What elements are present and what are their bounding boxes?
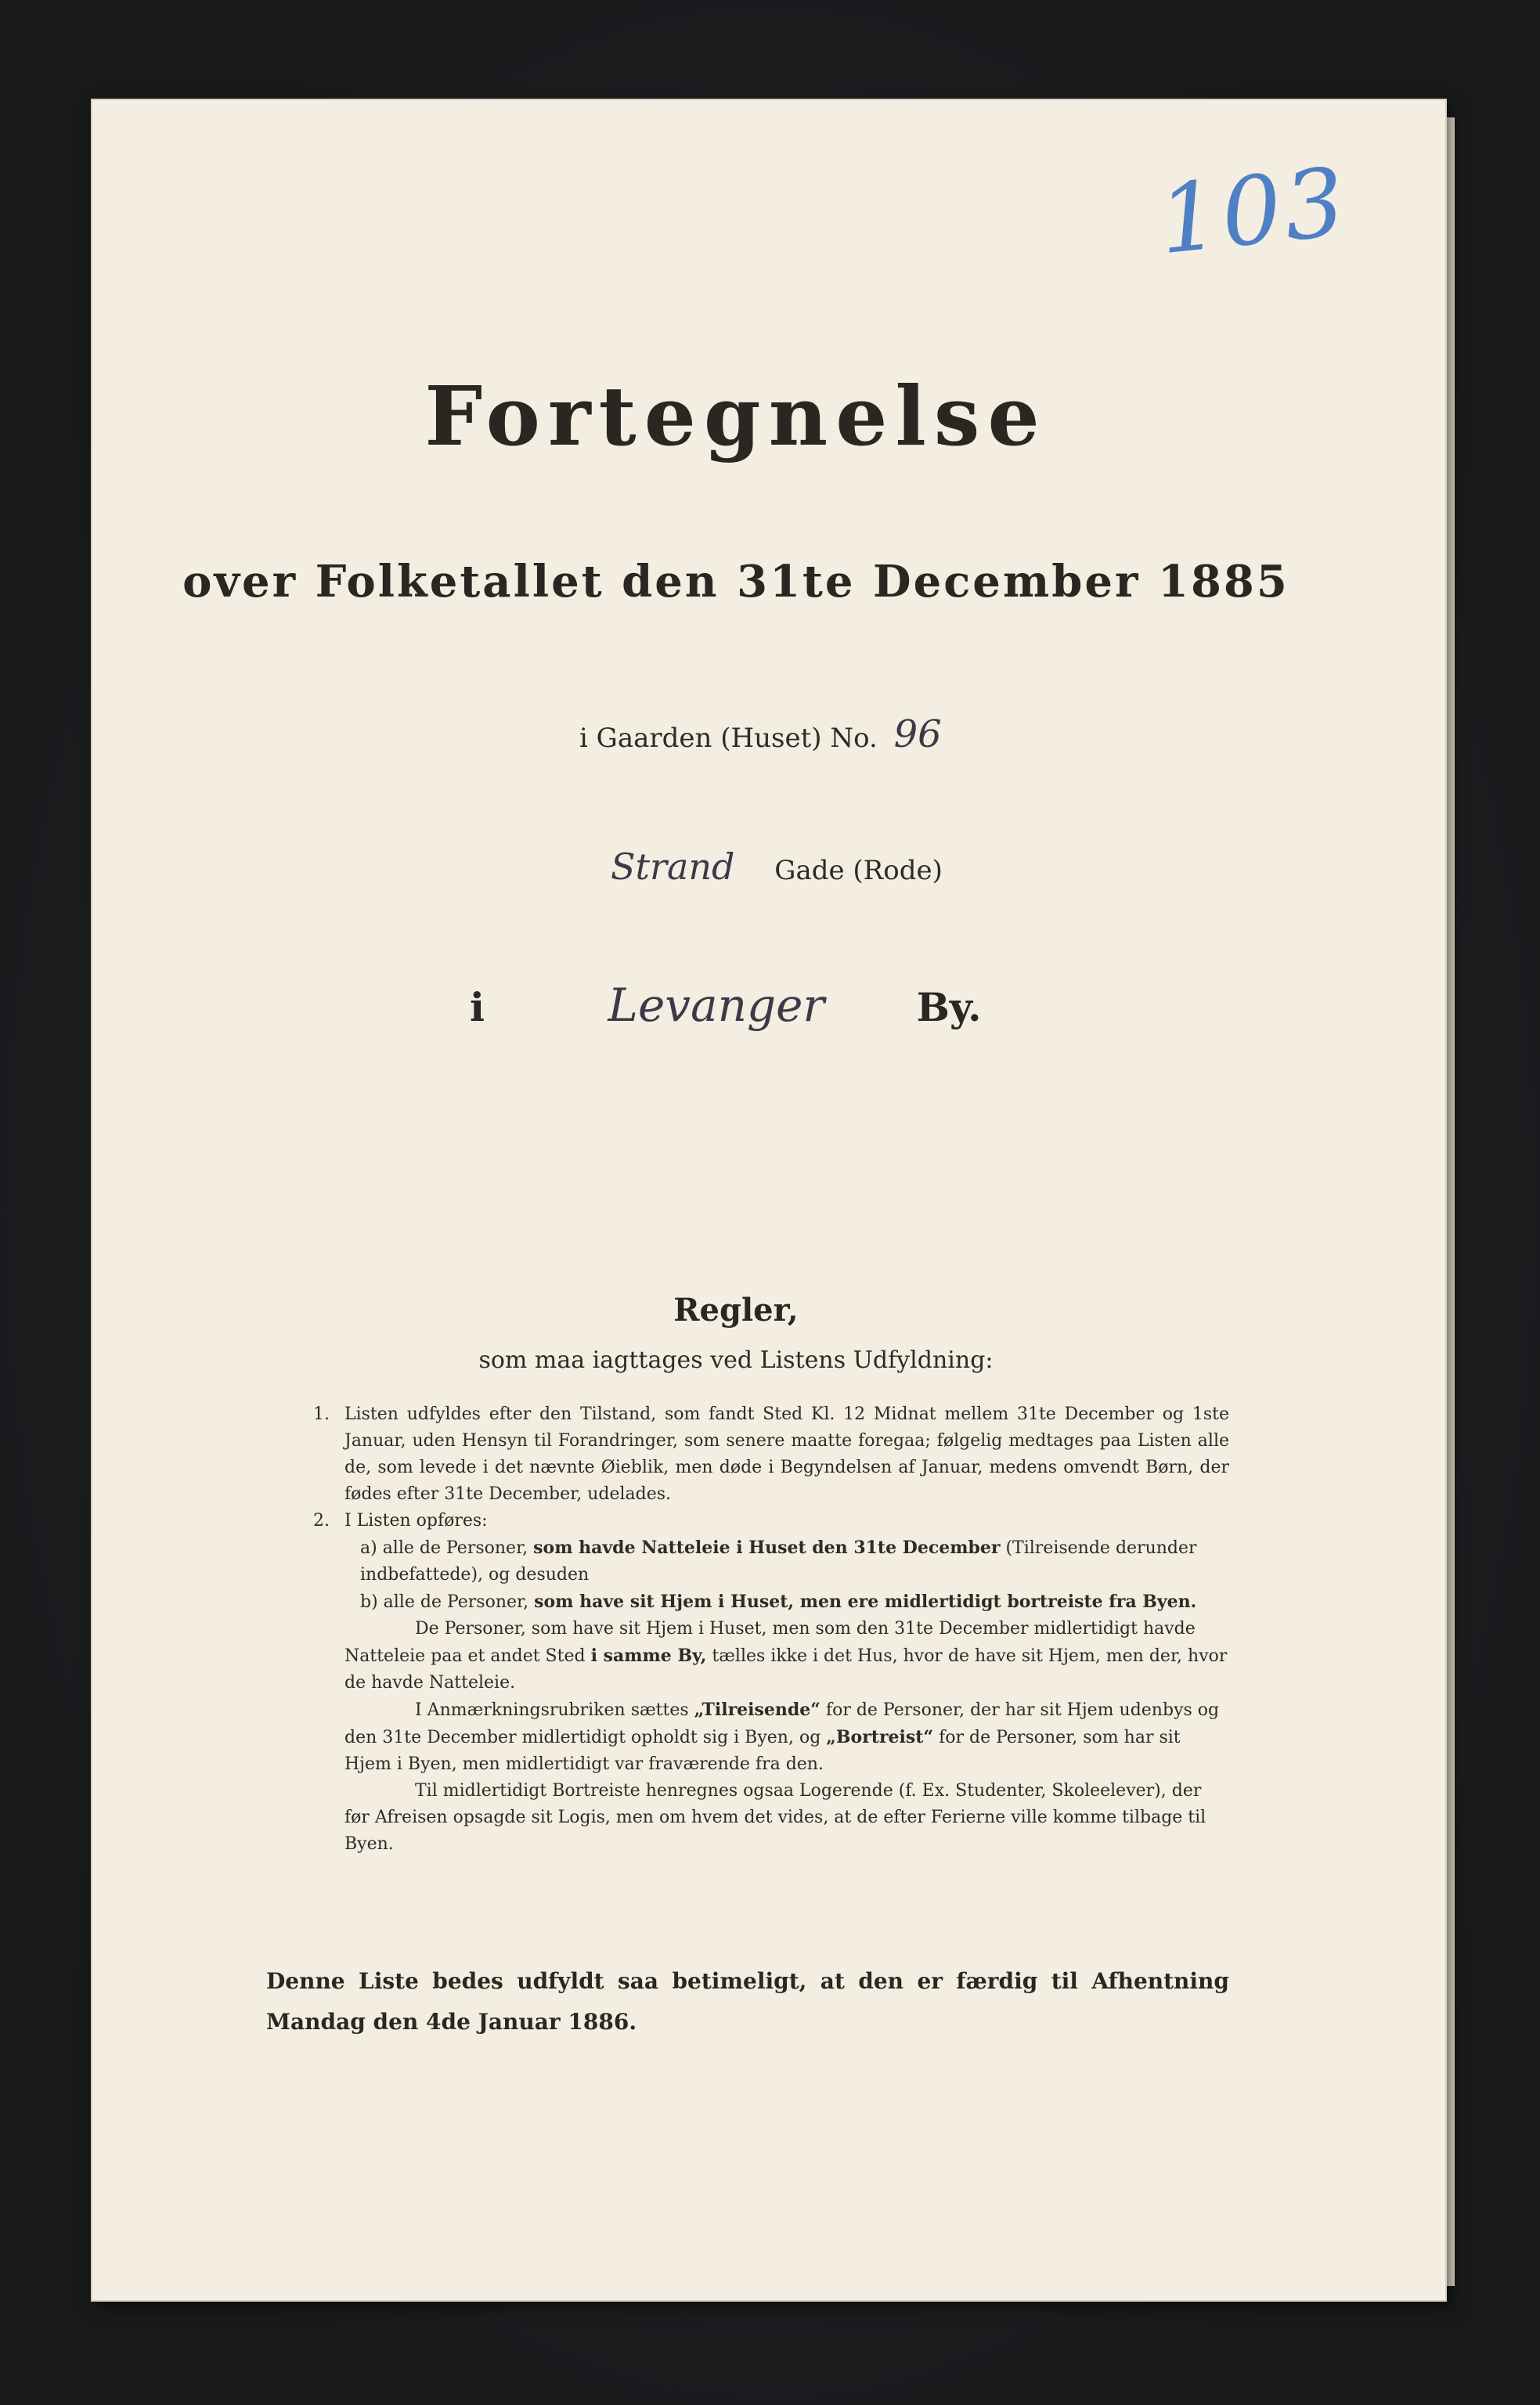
- rule-paragraph-2: I Anmærkningsrubriken sættes „Tilreisende“ for de Personer, der har sit Hjem udenbys og den 31te December midlertidigt opholdt sig i Byen, og „Bortreist“ for de Personer, som har sit Hjem i Byen, men midlertidigt var fraværende fra den.: [344, 1700, 1220, 1774]
- rules-subheading: som maa iagttages ved Listens Udfyldning:: [478, 1347, 994, 1374]
- form-subtitle: over Folketallet den 31te December 1885: [182, 556, 1289, 608]
- rule-2: [313, 1508, 1229, 1534]
- gaard-line: [579, 712, 1284, 756]
- town-prefix: i: [470, 984, 485, 1030]
- rules-block: [313, 1401, 1229, 1858]
- rule-2b-emphasis: som have sit Hjem i Huset, men ere midlertidigt bortreiste fra Byen.: [534, 1592, 1197, 1612]
- rule-2-text: I Listen opføres:: [344, 1511, 488, 1531]
- rules-heading: Regler,: [673, 1292, 799, 1329]
- footer-note: Denne Liste bedes udfyldt saa betimeligt, at den er færdig til Afhentning Mandag den 4de Januar 1886.: [266, 1968, 1229, 2035]
- rule-1: [313, 1401, 1229, 1508]
- rule-2a: a) alle de Personer, som havde Natteleie i Huset den 31te December (Tilreisende derunder indbefattede), og desuden: [360, 1538, 1197, 1585]
- gade-line: [611, 846, 1237, 888]
- form-title: Fortegnelse: [424, 368, 1048, 464]
- rule-paragraph-3: Til midlertidigt Bortreiste henregnes ogsaa Logerende (f. Ex. Studenter, Skoleelever), der før Afreisen opsagde sit Logis, men om hvem det vides, at de efter Ferierne ville komme tilbage til Byen.: [344, 1781, 1206, 1854]
- town-suffix: By.: [916, 984, 982, 1030]
- gade-label: Gade (Rode): [774, 855, 943, 886]
- rule-1-number: 1.: [313, 1404, 330, 1424]
- gaard-label: i Gaarden (Huset) No.: [579, 723, 878, 754]
- rule-2a-emphasis: som havde Natteleie i Huset den 31te December: [533, 1538, 1001, 1558]
- town-name-handwritten: Levanger: [608, 979, 825, 1032]
- town-line: [470, 979, 1096, 1032]
- rule-2-number: 2.: [313, 1511, 330, 1531]
- rule-2b: b) alle de Personer, som have sit Hjem i Huset, men ere midlertidigt bortreiste fra Byen.: [360, 1592, 1197, 1612]
- handwritten-page-number: 103: [1153, 147, 1353, 276]
- rule-1-text: Listen udfyldes efter den Tilstand, som fandt Sted Kl. 12 Midnat mellem 31te December og 1ste Januar, uden Hensyn til Forandringer, som senere maatte foregaa; følgelig medtages paa Listen alle de, som levede i det nævnte Øieblik, men døde i Begyndelsen af Januar, medens omvendt Børn, der fødes efter 31te December, udelades.: [344, 1404, 1229, 1504]
- street-name-handwritten: Strand: [611, 846, 735, 888]
- gaard-number-handwritten: 96: [893, 712, 942, 756]
- rule-paragraph-1: De Personer, som have sit Hjem i Huset, men som den 31te December midlertidigt havde Natteleie paa et andet Sted i samme By, tælles ikke i det Hus, hvor de have sit Hjem, men der, hvor de havde Natteleie.: [344, 1619, 1228, 1693]
